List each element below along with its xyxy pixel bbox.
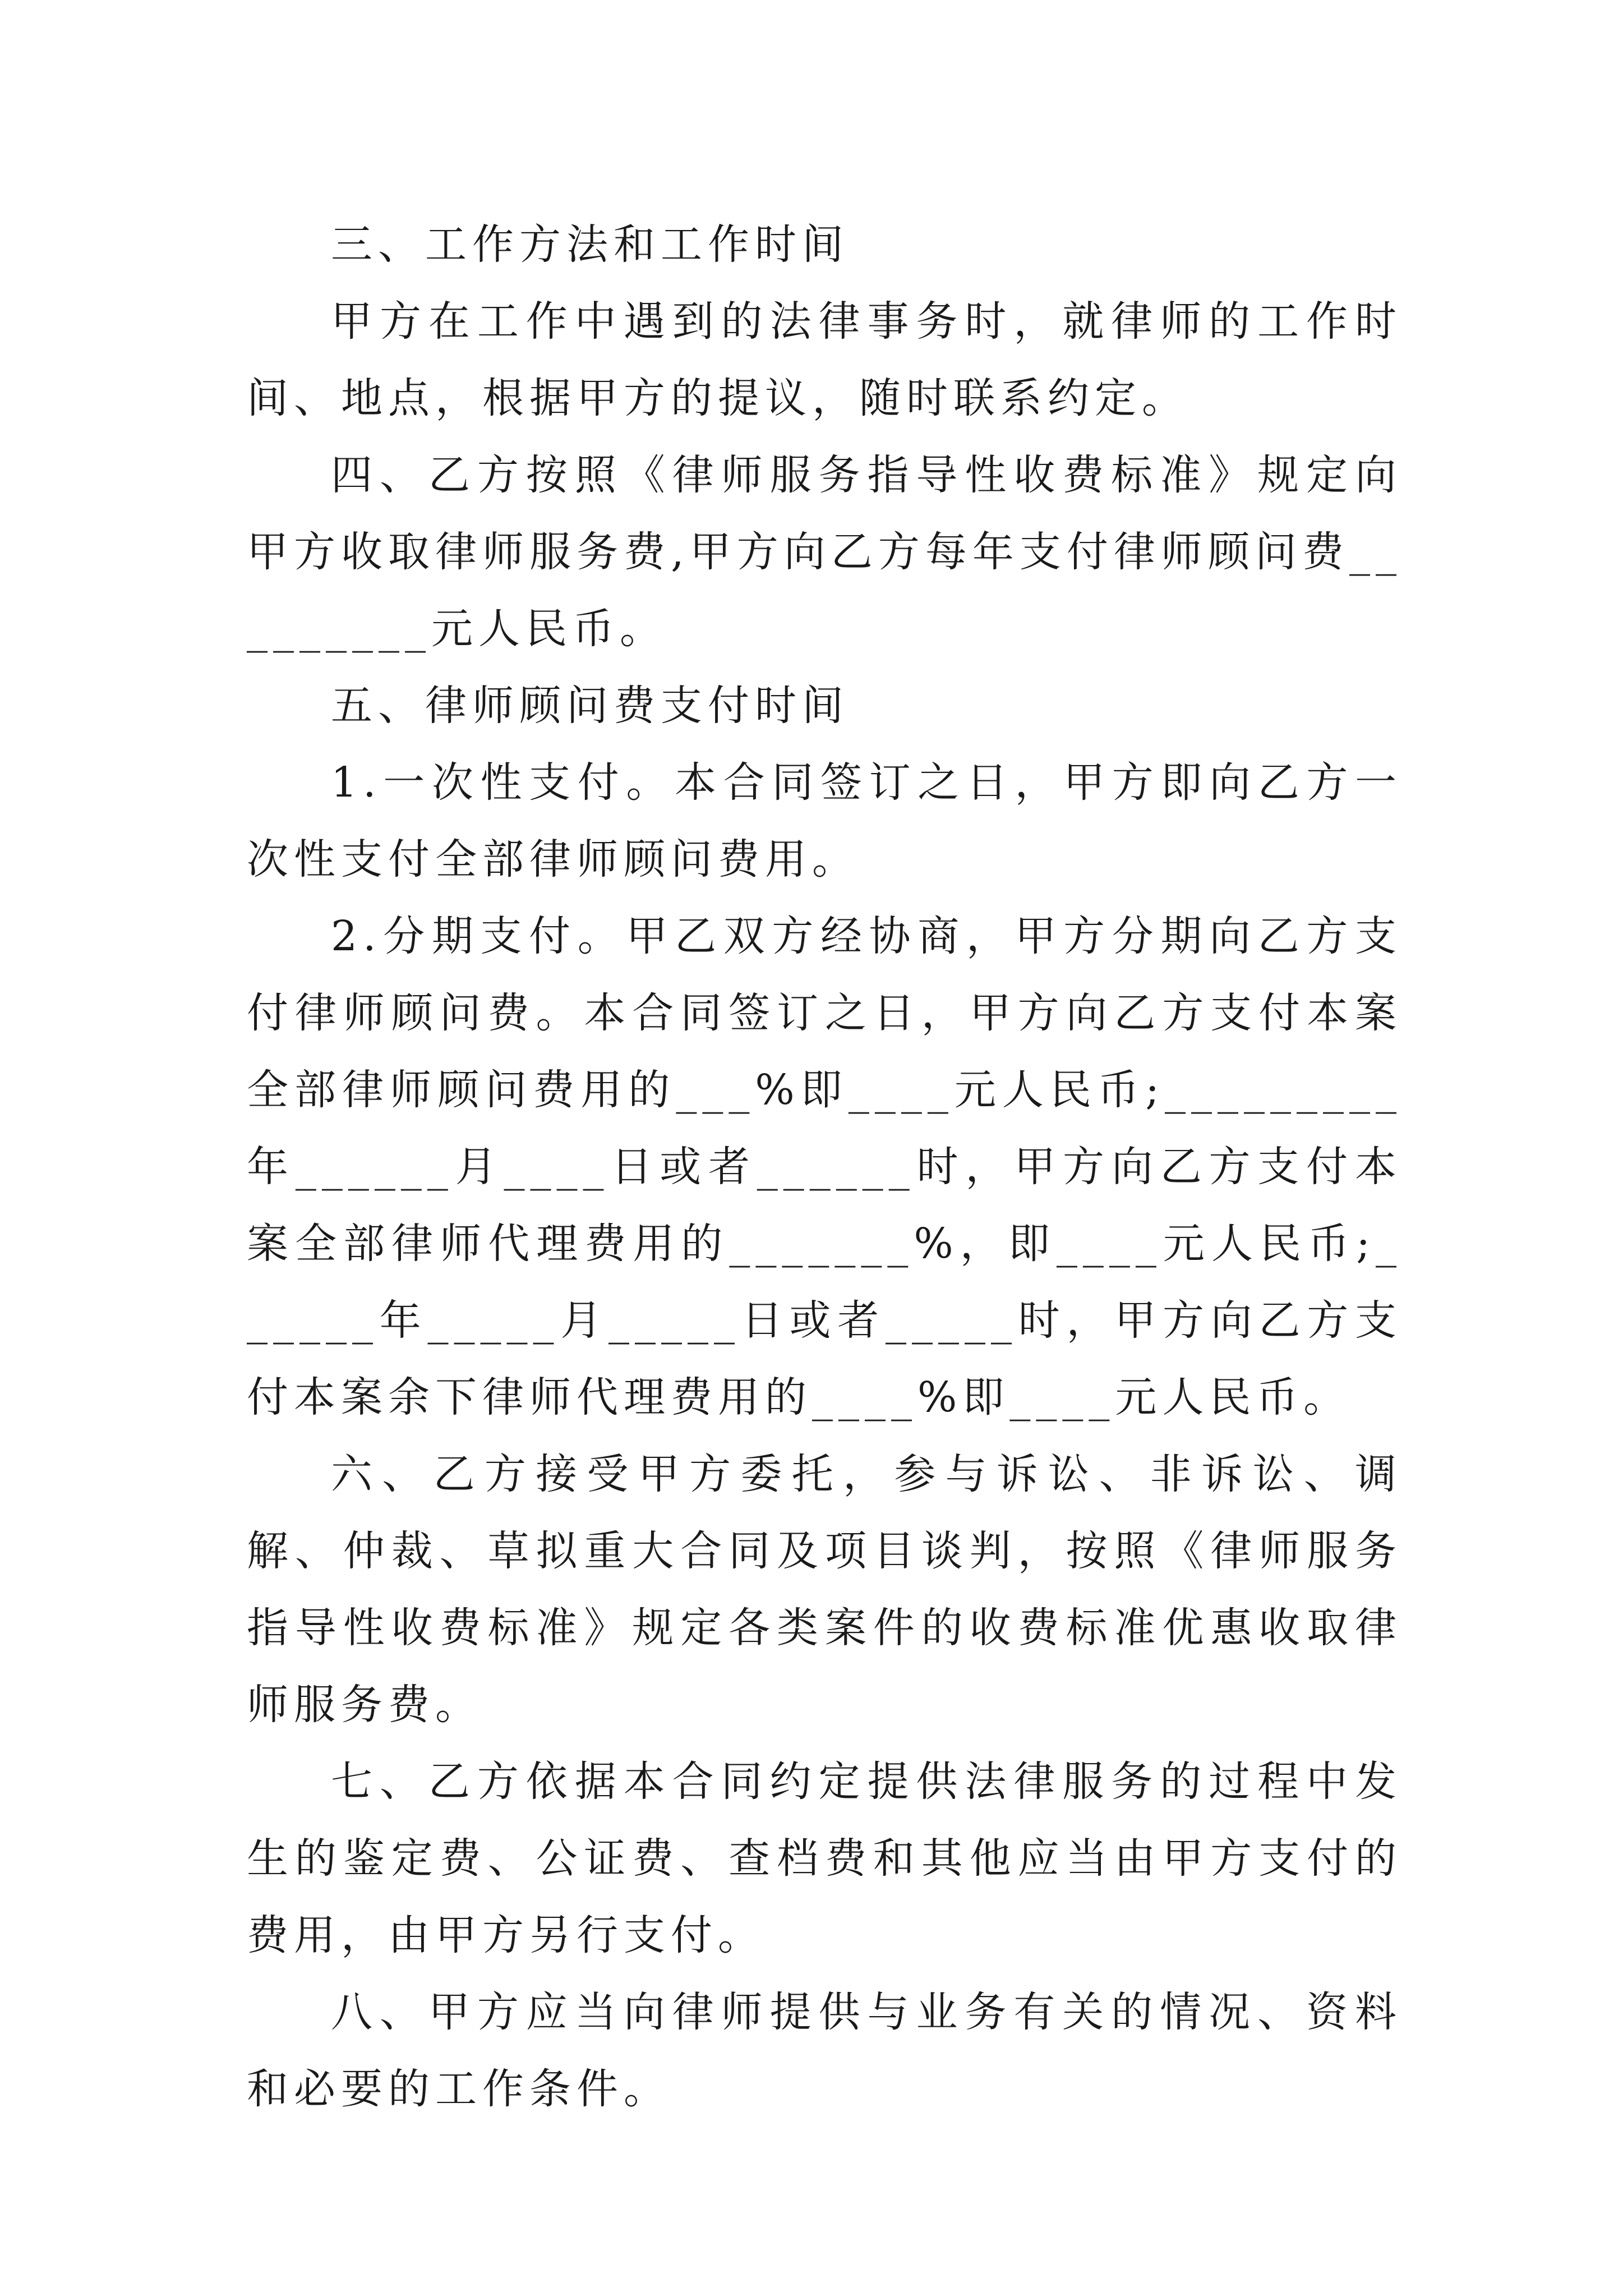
paragraph-work-arrangement: 甲方在工作中遇到的法律事务时，就律师的工作时间、地点，根据甲方的提议，随时联系约定。 — [247, 297, 1402, 422]
item-1-lump-sum-payment: 1.一次性支付。本合同签订之日，甲方即向乙方一次性支付全部律师顾问费用。 — [247, 758, 1402, 884]
section-7-clause: 七、乙方依据本合同约定提供法律服务的过程中发生的鉴定费、公证费、查档费和其他应当由甲方支付的费用，由甲方另行支付。 — [247, 1757, 1402, 1959]
item-2-installment-payment: 2.分期支付。甲乙双方经协商，甲方分期向乙方支付律师顾问费。本合同签订之日，甲方向乙方支付本案全部律师顾问费用的___%即____元人民币;_________年______月____日或者______时，甲方向乙方支付本案全部律师代理费用的_______%，即____元人民币;______年_____月_____日或者_____时，甲方向乙方支付本案余下律师代理费用的____%即____元人民币。 — [247, 912, 1402, 1421]
section-heading-5: 五、律师顾问费支付时间 — [331, 682, 849, 730]
section-4-fee-clause: 四、乙方按照《律师服务指导性收费标准》规定向甲方收取律师服务费,甲方向乙方每年支付律师顾问费_________元人民币。 — [247, 451, 1402, 653]
section-6-clause: 六、乙方接受甲方委托，参与诉讼、非诉讼、调解、仲裁、草拟重大合同及项目谈判，按照《律师服务指导性收费标准》规定各类案件的收费标准优惠收取律师服务费。 — [247, 1450, 1402, 1729]
section-8-clause: 八、甲方应当向律师提供与业务有关的情况、资料和必要的工作条件。 — [247, 1988, 1402, 2113]
section-heading-3: 三、工作方法和工作时间 — [331, 220, 849, 269]
document-body — [247, 206, 1402, 2128]
